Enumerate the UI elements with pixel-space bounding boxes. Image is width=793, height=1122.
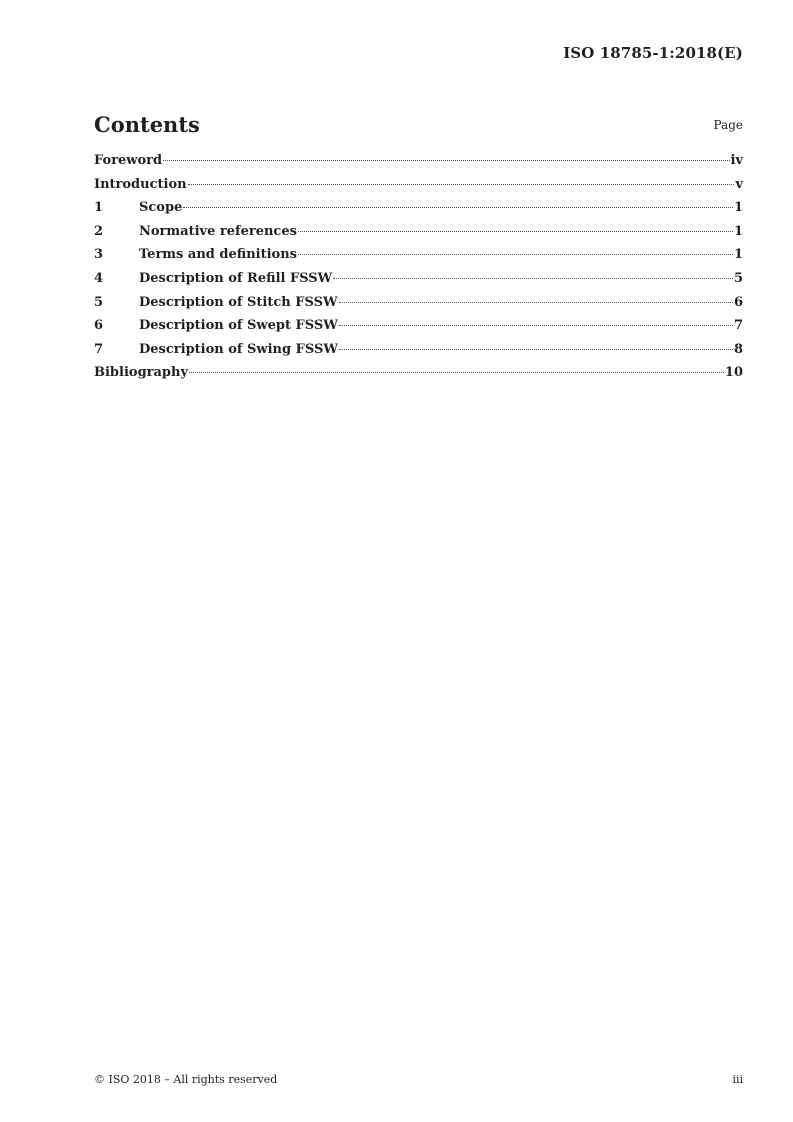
toc-entry-title: Scope xyxy=(139,200,183,216)
toc-entry-title: Bibliography xyxy=(94,365,189,381)
toc-entry-swing-fssw[interactable] xyxy=(94,342,743,366)
toc-entry-foreword[interactable] xyxy=(94,153,743,177)
toc-entry-introduction[interactable] xyxy=(94,177,743,201)
toc-entry-title: Introduction xyxy=(94,176,187,192)
toc-entry-number: 7 xyxy=(94,341,104,357)
toc-leader-dots xyxy=(188,184,735,185)
table-of-contents xyxy=(94,153,743,389)
page-column-label: Page xyxy=(713,118,743,132)
toc-leader-dots xyxy=(339,349,733,350)
toc-entry-number: 4 xyxy=(94,270,104,286)
toc-entry-title: Terms and definitions xyxy=(139,247,297,263)
toc-entry-title: Description of Stitch FSSW xyxy=(139,294,338,310)
toc-leader-dots xyxy=(339,302,733,303)
contents-header xyxy=(94,112,743,138)
toc-leader-dots xyxy=(298,254,733,255)
toc-entry-page: 1 xyxy=(733,200,743,216)
toc-entry-number: 3 xyxy=(94,247,104,263)
toc-entry-title: Normative references xyxy=(139,223,297,239)
toc-entry-number: 2 xyxy=(94,223,104,239)
toc-leader-dots xyxy=(183,207,733,208)
toc-entry-page: 1 xyxy=(733,223,743,239)
toc-leader-dots xyxy=(189,372,724,373)
toc-entry-stitch-fssw[interactable] xyxy=(94,295,743,319)
toc-entry-title: Description of Swing FSSW xyxy=(139,341,338,357)
toc-entry-title: Foreword xyxy=(94,153,163,168)
toc-entry-page: iv xyxy=(730,153,743,168)
toc-entry-page: 7 xyxy=(733,318,743,334)
toc-entry-title: Description of Swept FSSW xyxy=(139,318,338,334)
toc-entry-bibliography[interactable] xyxy=(94,365,743,389)
toc-entry-page: 5 xyxy=(733,270,743,286)
toc-entry-refill-fssw[interactable] xyxy=(94,271,743,295)
toc-entry-page: v xyxy=(735,176,743,192)
toc-entry-swept-fssw[interactable] xyxy=(94,318,743,342)
contents-title: Contents xyxy=(94,112,200,137)
toc-leader-dots xyxy=(333,278,733,279)
toc-entry-normative-references[interactable] xyxy=(94,224,743,248)
toc-entry-terms-and-definitions[interactable] xyxy=(94,247,743,271)
toc-entry-number: 1 xyxy=(94,200,104,216)
toc-entry-number: 6 xyxy=(94,318,104,334)
footer-page-number: iii xyxy=(732,1073,743,1086)
toc-entry-number: 5 xyxy=(94,294,104,310)
toc-leader-dots xyxy=(163,160,729,161)
toc-entry-title: Description of Refill FSSW xyxy=(139,270,333,286)
toc-entry-page: 8 xyxy=(733,341,743,357)
document-id: ISO 18785-1:2018(E) xyxy=(563,44,743,62)
toc-entry-page: 6 xyxy=(733,294,743,310)
toc-entry-page: 10 xyxy=(724,365,743,381)
toc-leader-dots xyxy=(298,231,733,232)
toc-leader-dots xyxy=(339,325,733,326)
toc-entry-page: 1 xyxy=(733,247,743,263)
toc-entry-scope[interactable] xyxy=(94,200,743,224)
footer-copyright: © ISO 2018 – All rights reserved xyxy=(94,1073,278,1086)
